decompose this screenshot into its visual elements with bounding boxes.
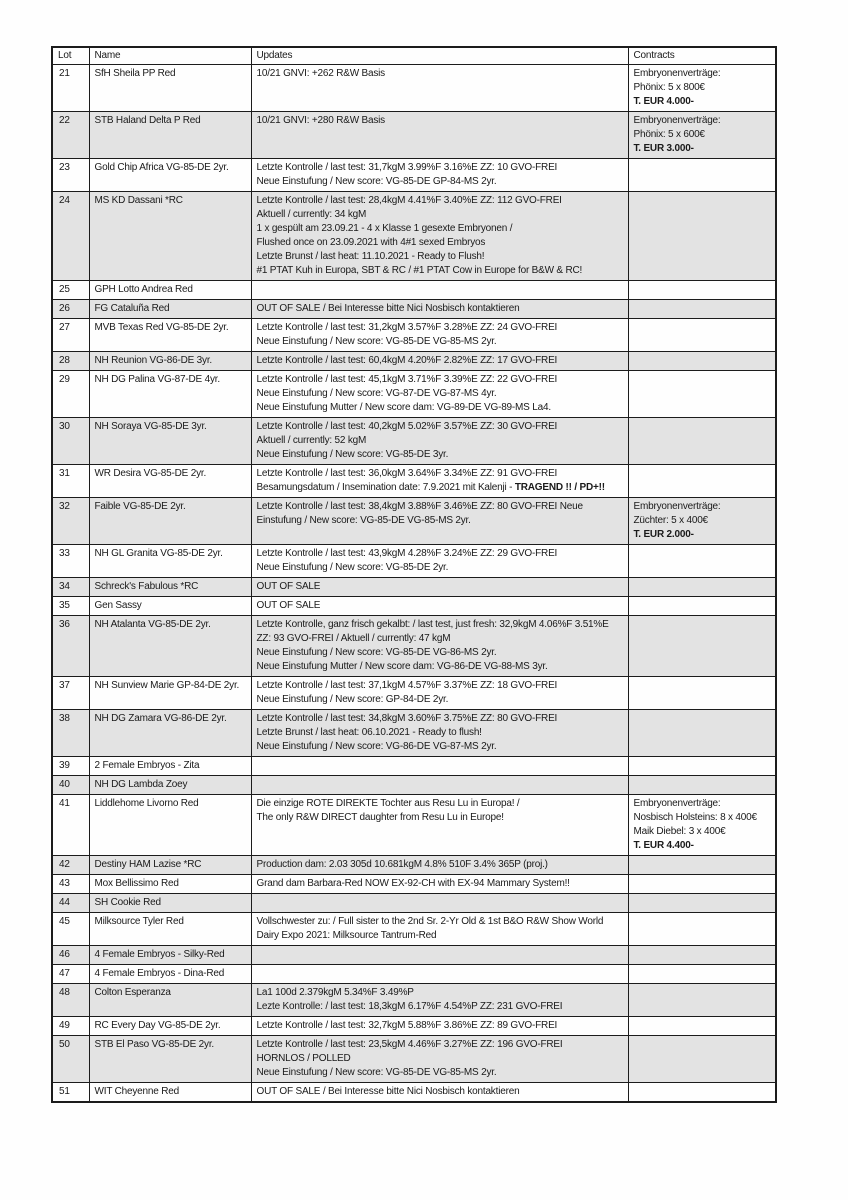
text-line: Maik Diebel: 3 x 400€	[633, 826, 726, 837]
name-cell: Mox Bellissimo Red	[89, 875, 251, 894]
updates-cell	[251, 946, 628, 965]
name-cell: SH Cookie Red	[89, 894, 251, 913]
lot-cell: 28	[52, 352, 89, 371]
updates-cell	[251, 465, 628, 498]
table-row	[52, 418, 776, 465]
text-line: Flushed once on 23.09.2021 with 4#1 sexed Embryos	[256, 237, 486, 248]
contracts-cell	[628, 112, 776, 159]
lot-cell: 35	[52, 597, 89, 616]
text-line: Aktuell / currently: 34 kgM	[256, 209, 367, 220]
contracts-cell	[628, 1017, 776, 1036]
text-line: T. EUR 3.000-	[633, 143, 694, 154]
text-line: The only R&W DIRECT daughter from Resu Lu in Europe!	[256, 812, 504, 823]
name-cell: FG Cataluña Red	[89, 300, 251, 319]
updates-cell	[251, 913, 628, 946]
text-line: Neue Einstufung / New score: GP-84-DE 2yr.	[256, 694, 449, 705]
name-cell: Gold Chip Africa VG-85-DE 2yr.	[89, 159, 251, 192]
lot-cell: 41	[52, 795, 89, 856]
table-header-contracts: Contracts	[628, 47, 776, 65]
table-row	[52, 352, 776, 371]
text-line: Neue Einstufung / New score: VG-87-DE VG-87-MS 4yr.	[256, 388, 497, 399]
text-line: Letzte Kontrolle / last test: 40,2kgM 5.02%F 3.57%E ZZ: 30 GVO-FREI	[256, 421, 558, 432]
text-line: Letzte Kontrolle / last test: 43,9kgM 4.28%F 3.24%E ZZ: 29 GVO-FREI	[256, 548, 558, 559]
contracts-cell	[628, 965, 776, 984]
updates-cell	[251, 894, 628, 913]
text-line: Grand dam Barbara-Red NOW EX-92-CH with EX-94 Mammary System!!	[256, 878, 570, 889]
table-row	[52, 1036, 776, 1083]
table-row	[52, 578, 776, 597]
text-line: Die einzige ROTE DIREKTE Tochter aus Resu Lu in Europa! /	[256, 798, 520, 809]
text-line: #1 PTAT Kuh in Europa, SBT & RC / #1 PTAT Cow in Europe for B&W & RC!	[256, 265, 583, 276]
lot-cell: 43	[52, 875, 89, 894]
updates-cell	[251, 545, 628, 578]
table-row	[52, 677, 776, 710]
contracts-cell	[628, 946, 776, 965]
table-header-lot: Lot	[52, 47, 89, 65]
lot-cell: 46	[52, 946, 89, 965]
text-line: Neue Einstufung / New score: VG-86-DE VG-87-MS 2yr.	[256, 741, 497, 752]
text-line: OUT OF SALE	[256, 581, 321, 592]
name-cell: Faible VG-85-DE 2yr.	[89, 498, 251, 545]
contracts-cell	[628, 352, 776, 371]
name-cell: RC Every Day VG-85-DE 2yr.	[89, 1017, 251, 1036]
text-line: T. EUR 2.000-	[633, 529, 694, 540]
updates-cell	[251, 371, 628, 418]
text-line: Besamungsdatum / Insemination date: 7.9.2021 mit Kalenji - TRAGEND !! / PD+!!	[256, 482, 605, 493]
updates-cell	[251, 352, 628, 371]
contracts-cell	[628, 159, 776, 192]
lot-cell: 34	[52, 578, 89, 597]
name-cell: NH Reunion VG-86-DE 3yr.	[89, 352, 251, 371]
text-line: Letzte Kontrolle / last test: 45,1kgM 3.71%F 3.39%E ZZ: 22 GVO-FREI	[256, 374, 558, 385]
name-cell: GPH Lotto Andrea Red	[89, 281, 251, 300]
lot-cell: 47	[52, 965, 89, 984]
text-line: Neue Einstufung / New score: VG-85-DE VG-86-MS 2yr.	[256, 647, 497, 658]
contracts-cell	[628, 371, 776, 418]
table-row	[52, 319, 776, 352]
lot-cell: 31	[52, 465, 89, 498]
text-line: Letzte Kontrolle / last test: 23,5kgM 4.46%F 3.27%E ZZ: 196 GVO-FREI	[256, 1039, 563, 1050]
text-line: T. EUR 4.400-	[633, 840, 694, 851]
lot-cell: 27	[52, 319, 89, 352]
contracts-cell	[628, 677, 776, 710]
lot-cell: 30	[52, 418, 89, 465]
table-header-row	[52, 47, 776, 65]
lot-cell: 21	[52, 65, 89, 112]
text-line: Letzte Kontrolle / last test: 31,7kgM 3.99%F 3.16%E ZZ: 10 GVO-FREI	[256, 162, 558, 173]
name-cell: 2 Female Embryos - Zita	[89, 757, 251, 776]
text-line: Vollschwester zu: / Full sister to the 2nd Sr. 2-Yr Old & 1st B&O R&W Show World Dairy Expo 2021: Milksource Tantrum-Red	[256, 916, 604, 941]
contracts-cell	[628, 795, 776, 856]
name-cell: 4 Female Embryos - Silky-Red	[89, 946, 251, 965]
name-cell: NH GL Granita VG-85-DE 2yr.	[89, 545, 251, 578]
text-line: Embryonenverträge:	[633, 798, 721, 809]
text-line: Aktuell / currently: 52 kgM	[256, 435, 367, 446]
table-row	[52, 1083, 776, 1103]
contracts-cell	[628, 757, 776, 776]
table-row	[52, 300, 776, 319]
updates-cell	[251, 795, 628, 856]
table-row	[52, 597, 776, 616]
name-cell: Destiny HAM Lazise *RC	[89, 856, 251, 875]
text-line: Letzte Kontrolle / last test: 37,1kgM 4.57%F 3.37%E ZZ: 18 GVO-FREI	[256, 680, 558, 691]
contracts-cell	[628, 418, 776, 465]
text-line: Neue Einstufung / New score: VG-85-DE VG-85-MS 2yr.	[256, 1067, 497, 1078]
name-cell: WR Desira VG-85-DE 2yr.	[89, 465, 251, 498]
updates-cell	[251, 300, 628, 319]
updates-cell	[251, 578, 628, 597]
name-cell: NH Atalanta VG-85-DE 2yr.	[89, 616, 251, 677]
updates-cell	[251, 192, 628, 281]
lot-cell: 25	[52, 281, 89, 300]
updates-cell	[251, 965, 628, 984]
updates-cell	[251, 281, 628, 300]
updates-cell	[251, 112, 628, 159]
table-header-updates: Updates	[251, 47, 628, 65]
name-cell: Liddlehome Livorno Red	[89, 795, 251, 856]
lot-cell: 49	[52, 1017, 89, 1036]
lot-cell: 37	[52, 677, 89, 710]
text-line: Neue Einstufung / New score: VG-85-DE VG-85-MS 2yr.	[256, 336, 497, 347]
contracts-cell	[628, 465, 776, 498]
name-cell: WIT Cheyenne Red	[89, 1083, 251, 1103]
lot-cell: 33	[52, 545, 89, 578]
updates-cell	[251, 319, 628, 352]
name-cell: NH DG Lambda Zoey	[89, 776, 251, 795]
name-cell: MVB Texas Red VG-85-DE 2yr.	[89, 319, 251, 352]
table-row	[52, 465, 776, 498]
table-row	[52, 192, 776, 281]
updates-cell	[251, 1017, 628, 1036]
lot-cell: 39	[52, 757, 89, 776]
updates-cell	[251, 776, 628, 795]
text-line: Letzte Kontrolle / last test: 34,8kgM 3.60%F 3.75%E ZZ: 80 GVO-FREI	[256, 713, 558, 724]
contracts-cell	[628, 875, 776, 894]
text-line: T. EUR 4.000-	[633, 96, 694, 107]
text-line: Embryonenverträge:	[633, 501, 721, 512]
name-cell: NH DG Palina VG-87-DE 4yr.	[89, 371, 251, 418]
text-line: Neue Einstufung / New score: VG-85-DE 2yr.	[256, 562, 449, 573]
text-line: Letzte Brunst / last heat: 11.10.2021 - Ready to Flush!	[256, 251, 485, 262]
updates-cell	[251, 856, 628, 875]
lot-table-body	[52, 65, 776, 1103]
contracts-cell	[628, 913, 776, 946]
contracts-cell	[628, 597, 776, 616]
updates-cell	[251, 418, 628, 465]
name-cell: Colton Esperanza	[89, 984, 251, 1017]
text-line: Letzte Kontrolle / last test: 32,7kgM 5.88%F 3.86%E ZZ: 89 GVO-FREI	[256, 1020, 558, 1031]
text-line: OUT OF SALE / Bei Interesse bitte Nici Nosbisch kontaktieren	[256, 303, 520, 314]
lot-cell: 50	[52, 1036, 89, 1083]
updates-cell	[251, 875, 628, 894]
text-line: Embryonenverträge:	[633, 68, 721, 79]
contracts-cell	[628, 1036, 776, 1083]
updates-cell	[251, 1036, 628, 1083]
text-line: 10/21 GNVI: +280 R&W Basis	[256, 115, 385, 126]
table-row	[52, 856, 776, 875]
updates-cell	[251, 159, 628, 192]
text-line: OUT OF SALE	[256, 600, 321, 611]
lot-table	[51, 46, 777, 1103]
contracts-cell	[628, 856, 776, 875]
updates-cell	[251, 1083, 628, 1103]
text-line: 1 x gespült am 23.09.21 - 4 x Klasse 1 gesexte Embryonen /	[256, 223, 513, 234]
contracts-cell	[628, 65, 776, 112]
table-row	[52, 112, 776, 159]
lot-cell: 36	[52, 616, 89, 677]
text-line: Letzte Kontrolle / last test: 60,4kgM 4.20%F 2.82%E ZZ: 17 GVO-FREI	[256, 355, 558, 366]
table-row	[52, 1017, 776, 1036]
name-cell: SfH Sheila PP Red	[89, 65, 251, 112]
text-line: 10/21 GNVI: +262 R&W Basis	[256, 68, 385, 79]
lot-cell: 45	[52, 913, 89, 946]
text-line: Neue Einstufung Mutter / New score dam: VG-86-DE VG-88-MS 3yr.	[256, 661, 548, 672]
text-line: HORNLOS / POLLED	[256, 1053, 351, 1064]
contracts-cell	[628, 1083, 776, 1103]
name-cell: Schreck's Fabulous *RC	[89, 578, 251, 597]
text-line: Letzte Brunst / last heat: 06.10.2021 - Ready to flush!	[256, 727, 482, 738]
name-cell: MS KD Dassani *RC	[89, 192, 251, 281]
text-line: Neue Einstufung / New score: VG-85-DE 3yr.	[256, 449, 449, 460]
text-line: OUT OF SALE / Bei Interesse bitte Nici Nosbisch kontaktieren	[256, 1086, 520, 1097]
lot-cell: 40	[52, 776, 89, 795]
table-row	[52, 894, 776, 913]
lot-cell: 44	[52, 894, 89, 913]
text-line: Embryonenverträge:	[633, 115, 721, 126]
contracts-cell	[628, 281, 776, 300]
text-line: La1 100d 2.379kgM 5.34%F 3.49%P	[256, 987, 414, 998]
text-line: Lezte Kontrolle: / last test: 18,3kgM 6.17%F 4.54%P ZZ: 231 GVO-FREI	[256, 1001, 563, 1012]
text-line: Letzte Kontrolle, ganz frisch gekalbt: / last test, just fresh: 32,9kgM 4.06%F 3.51%E ZZ: 93 GVO-FREI / Aktuell / currently: 47 kgM	[256, 619, 609, 644]
text-line: Letzte Kontrolle / last test: 31,2kgM 3.57%F 3.28%E ZZ: 24 GVO-FREI	[256, 322, 558, 333]
updates-cell	[251, 498, 628, 545]
lot-cell: 48	[52, 984, 89, 1017]
updates-cell	[251, 710, 628, 757]
contracts-cell	[628, 616, 776, 677]
contracts-cell	[628, 498, 776, 545]
updates-cell	[251, 677, 628, 710]
table-row	[52, 65, 776, 112]
lot-cell: 22	[52, 112, 89, 159]
table-row	[52, 281, 776, 300]
updates-cell	[251, 65, 628, 112]
contracts-cell	[628, 894, 776, 913]
table-row	[52, 616, 776, 677]
name-cell: NH Soraya VG-85-DE 3yr.	[89, 418, 251, 465]
table-row	[52, 776, 776, 795]
name-cell: Gen Sassy	[89, 597, 251, 616]
lot-cell: 51	[52, 1083, 89, 1103]
table-row	[52, 498, 776, 545]
text-line: Neue Einstufung / New score: VG-85-DE GP-84-MS 2yr.	[256, 176, 497, 187]
table-row	[52, 875, 776, 894]
contracts-cell	[628, 776, 776, 795]
text-line: Phönix: 5 x 800€	[633, 82, 705, 93]
text-line: Phönix: 5 x 600€	[633, 129, 705, 140]
text-line: Production dam: 2.03 305d 10.681kgM 4.8% 510F 3.4% 365P (proj.)	[256, 859, 548, 870]
table-row	[52, 757, 776, 776]
text-line: Neue Einstufung Mutter / New score dam: VG-89-DE VG-89-MS La4.	[256, 402, 551, 413]
contracts-cell	[628, 192, 776, 281]
text-line: Letzte Kontrolle / last test: 36,0kgM 3.64%F 3.34%E ZZ: 91 GVO-FREI	[256, 468, 558, 479]
text-line: Letzte Kontrolle / last test: 38,4kgM 3.88%F 3.46%E ZZ: 80 GVO-FREI Neue Einstufung / New score: VG-85-DE VG-85-MS 2yr.	[256, 501, 583, 526]
table-row	[52, 946, 776, 965]
name-cell: NH Sunview Marie GP-84-DE 2yr.	[89, 677, 251, 710]
table-row	[52, 545, 776, 578]
contracts-cell	[628, 545, 776, 578]
table-row	[52, 795, 776, 856]
lot-cell: 29	[52, 371, 89, 418]
table-header-name: Name	[89, 47, 251, 65]
lot-cell: 23	[52, 159, 89, 192]
updates-cell	[251, 616, 628, 677]
table-row	[52, 710, 776, 757]
text-line: Züchter: 5 x 400€	[633, 515, 708, 526]
lot-cell: 42	[52, 856, 89, 875]
updates-cell	[251, 757, 628, 776]
table-row	[52, 965, 776, 984]
contracts-cell	[628, 578, 776, 597]
lot-cell: 26	[52, 300, 89, 319]
table-row	[52, 984, 776, 1017]
lot-cell: 38	[52, 710, 89, 757]
contracts-cell	[628, 984, 776, 1017]
contracts-cell	[628, 300, 776, 319]
updates-cell	[251, 597, 628, 616]
lot-cell: 24	[52, 192, 89, 281]
name-cell: NH DG Zamara VG-86-DE 2yr.	[89, 710, 251, 757]
table-row	[52, 913, 776, 946]
name-cell: 4 Female Embryos - Dina-Red	[89, 965, 251, 984]
name-cell: STB Haland Delta P Red	[89, 112, 251, 159]
updates-cell	[251, 984, 628, 1017]
table-row	[52, 371, 776, 418]
lot-cell: 32	[52, 498, 89, 545]
name-cell: Milksource Tyler Red	[89, 913, 251, 946]
table-row	[52, 159, 776, 192]
contracts-cell	[628, 319, 776, 352]
contracts-cell	[628, 710, 776, 757]
name-cell: STB El Paso VG-85-DE 2yr.	[89, 1036, 251, 1083]
text-line: Letzte Kontrolle / last test: 28,4kgM 4.41%F 3.40%E ZZ: 112 GVO-FREI	[256, 195, 562, 206]
text-line: Nosbisch Holsteins: 8 x 400€	[633, 812, 757, 823]
